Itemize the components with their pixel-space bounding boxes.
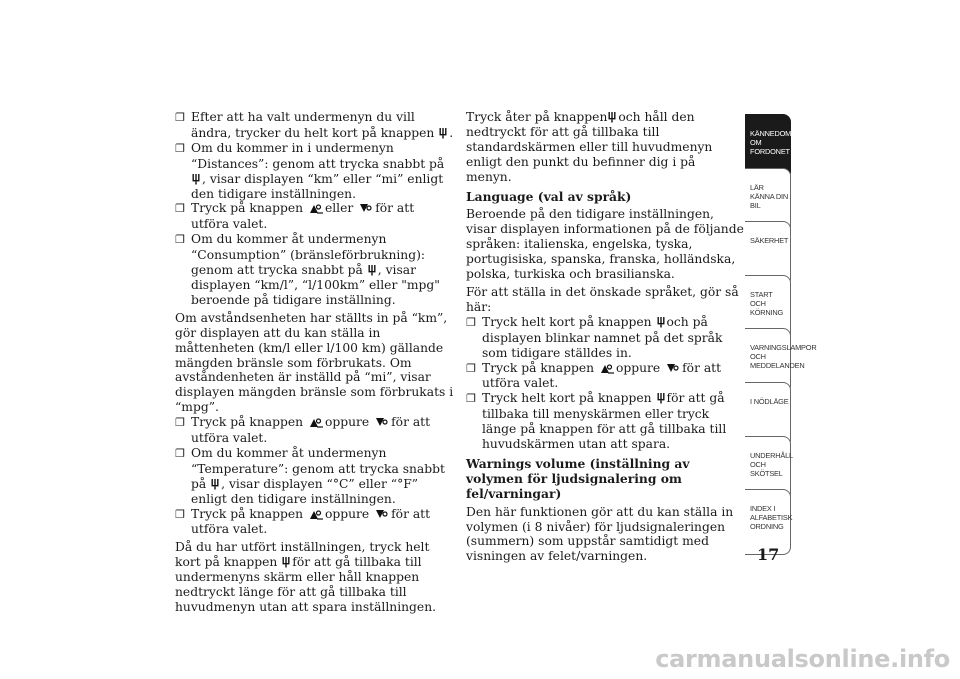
menu-button-icon — [211, 478, 220, 490]
paragraph: Tryck åter på knappen och håll den nedtryckt för att gå tillbaka till standardskärmen eller till huvudmenyn enligt den punkt du befinner dig i på menyn. — [466, 110, 713, 184]
chapter-tab[interactable]: LÄR KÄNNA DIN BIL — [745, 168, 791, 234]
chapter-tab[interactable]: UNDERHÅLL OCH SKÖTSEL — [745, 436, 791, 502]
section-heading: Warnings volume (inställning av volymen för ljudsignalering om fel/varningar) — [466, 455, 690, 501]
bullet-item: ❐ Tryck på knappen oppure för att utföra valet. — [175, 506, 431, 537]
bullet-item: ❐ Tryck helt kort på knappen och på displayen blinkar namnet på det språk som tidigare ställdes in. — [466, 314, 723, 360]
chapter-tab[interactable]: VARNINGSLAMPOR OCH MEDDELANDEN — [745, 328, 791, 394]
right-column — [466, 110, 744, 564]
menu-button-icon — [192, 173, 201, 185]
left-column — [175, 110, 455, 615]
bullet-item: ❐ Tryck på knappen oppure för att utföra valet. — [175, 415, 431, 446]
menu-button-icon — [608, 111, 617, 123]
menu-button-icon — [439, 127, 448, 139]
down-button-icon — [358, 202, 374, 214]
menu-button-icon — [282, 556, 291, 568]
chapter-tab[interactable]: INDEX I ALFABETISK ORDNING — [745, 489, 791, 555]
paragraph: Beroende på den tidigare inställningen, visar displayen informationen på de följande språken: italienska, engelska, tyska, portugisiska, spanska, franska, holländska, polska, turkiska och brasilianska. — [466, 207, 744, 282]
down-button-icon — [665, 362, 681, 374]
down-button-icon — [374, 416, 390, 428]
down-button-icon — [374, 508, 390, 520]
bullet-item: ❐ Tryck på knappen oppure för att utföra valet. — [466, 360, 722, 391]
bullet-item: ❐ Om du kommer in i undermenyn “Distances”: genom att trycka snabbt på , visar displayen “km” eller “mi” enligt den tidigare inställningen. — [175, 140, 445, 201]
up-button-icon — [308, 202, 324, 214]
section-heading: Language (val av språk) — [466, 188, 632, 204]
bullet-item: ❐ Om du kommer åt undermenyn “Consumption” (bränsleförbrukning): genom att trycka snabbt på , visar displayen “km/l”, “l/100km” eller "mpg" beroende på tidigare inställning. — [175, 232, 440, 307]
bullet-item: ❐ Om du kommer åt undermenyn “Temperature”: genom att trycka snabbt på , visar displayen “°C” eller “°F” enligt den tidigare inställningen. — [175, 445, 445, 506]
chapter-tab[interactable]: START OCH KÖRNING — [745, 275, 791, 341]
chapter-tab[interactable]: KÄNNEDOM OM FORDONET — [745, 114, 791, 180]
paragraph: Då du har utfört inställningen, tryck helt kort på knappen för att gå tillbaka till undermenyns skärm eller håll knappen nedtryckt länge för att gå tillbaka till huvudmenyn utan att spara inställningen. — [175, 540, 437, 614]
up-button-icon — [599, 362, 615, 374]
menu-button-icon — [657, 392, 666, 404]
watermark: carmanualsonline.info — [655, 645, 950, 673]
up-button-icon — [308, 508, 324, 520]
paragraph: För att ställa in det önskade språket, gör så här: — [466, 284, 739, 314]
menu-button-icon — [657, 316, 666, 328]
paragraph: Om avståndsenheten har ställts in på “km”, gör displayen att du kan ställa in måttenheten (km/l eller l/100 km) gällande mängden bränsle som förbrukats. Om avståndenheten är inställd på “mi”, visar displayen mängden bränsle som förbrukats i “mpg”. — [175, 310, 454, 415]
paragraph: Den här funktionen gör att du kan ställa in volymen (i 8 nivåer) för ljudsignaleringen (summern) som uppstår samtidigt med visningen av felet/varningen. — [466, 504, 734, 564]
chapter-tab[interactable]: SÄKERHET — [745, 221, 791, 287]
menu-button-icon — [368, 264, 377, 276]
bullet-item: ❐ Tryck helt kort på knappen för att gå tillbaka till menyskärmen eller tryck länge på knappen för att gå tillbaka till huvudskärmen utan att spara. — [466, 391, 727, 452]
up-button-icon — [308, 416, 324, 428]
bullet-item: ❐ Tryck på knappen eller för att utföra valet. — [175, 201, 415, 232]
bullet-item: ❐ Efter att ha valt undermenyn du vill ändra, trycker du helt kort på knappen . — [175, 110, 454, 140]
chapter-tab[interactable]: I NÖDLÄGE — [745, 382, 791, 448]
page-number: 17 — [757, 545, 780, 564]
